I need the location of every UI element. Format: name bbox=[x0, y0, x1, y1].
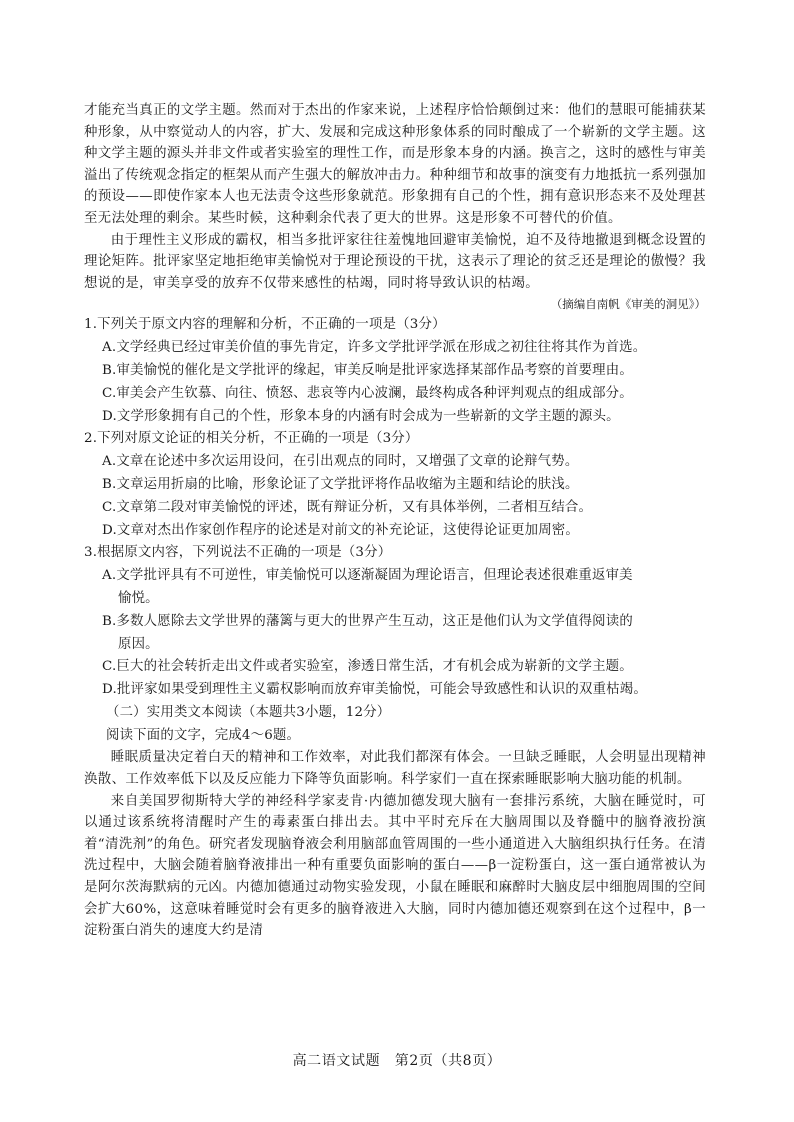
question-3 bbox=[84, 542, 706, 702]
question-1-option-a: A.文学经典已经过审美价值的事先肯定，许多文学批评学派在形成之初往往将其作为首选。 bbox=[102, 340, 647, 356]
question-3-option-a bbox=[84, 565, 706, 611]
question-3-option-b-line2: 原因。 bbox=[118, 636, 159, 652]
question-3-option-a-line1: A.文学批评具有不可逆性，审美愉悦可以逐渐凝固为理论语言，但理论表述很难重返审美 bbox=[102, 568, 633, 584]
question-1-option-c: C.审美会产生钦慕、向往、愤怒、悲哀等内心波澜，最终构成各种评判观点的组成部分。 bbox=[102, 385, 633, 401]
page-footer: 高二语文试题 第2页（共8页） bbox=[292, 1053, 502, 1069]
passage2-paragraph-2: 来自美国罗彻斯特大学的神经科学家麦肯·内德加德发现大脑有一套排污系统，大脑在睡觉时，可以通过该系统将清醒时产生的毒素蛋白排出去。其中平时充斥在大脑周围以及脊髓中的脑脊液扮演着“清洗剂”的角色。研究者发现脑脊液会利用脑部血管周围的一些小通道进入大脑组织执行任务。在清洗过程中，大脑会随着脑脊液排出一种有重要负面影响的蛋白——β一淀粉蛋白，这一蛋白通常被认为是阿尔茨海默病的元凶。内德加德通过动物实验发现，小鼠在睡眠和麻醉时大脑皮层中细胞周围的空间会扩大60%，这意味着睡觉时会有更多的脑脊液进入大脑，同时内德加德还观察到在这个过程中，β一淀粉蛋白消失的速度大约是清 bbox=[84, 793, 706, 939]
question-3-option-b bbox=[84, 611, 706, 657]
question-3-option-a-line2: 愉悦。 bbox=[118, 590, 159, 606]
question-2-stem: 2.下列对原文论证的相关分析，不正确的一项是（3分） bbox=[84, 431, 419, 447]
question-2-option-d: D.文章对杰出作家创作程序的论述是对前文的补充论证，这使得论证更加周密。 bbox=[102, 522, 579, 538]
passage1-paragraph-2: 由于理性主义形成的霸权，相当多批评家往往羞愧地回避审美愉悦，迫不及待地撤退到概念设置的理论矩阵。批评家坚定地拒绝审美愉悦对于理论预设的干扰，这表示了理论的贫乏还是理论的傲慢？我想说的是，审美享受的放弃不仅带来感性的枯竭，同时将导致认识的枯竭。 bbox=[84, 232, 706, 291]
passage1-source: （摘编自南帆《审美的洞见》） bbox=[550, 297, 706, 312]
question-1-stem: 1.下列关于原文内容的理解和分析，不正确的一项是（3分） bbox=[84, 317, 446, 333]
question-2-option-a: A.文章在论述中多次运用设问，在引出观点的同时，又增强了文章的论辩气势。 bbox=[102, 454, 579, 470]
section-2-title: （二）实用类文本阅读（本题共3小题，12分） bbox=[106, 704, 391, 720]
question-2-option-b: B.文章运用折扇的比喻，形象论证了文学批评将作品收缩为主题和结论的肤浅。 bbox=[102, 476, 579, 492]
question-3-stem: 3.根据原文内容，下列说法不正确的一项是（3分） bbox=[84, 545, 392, 561]
question-3-option-d: D.批评家如果受到理性主义霸权影响而放弃审美愉悦，可能会导致感性和认识的双重枯竭。 bbox=[102, 682, 647, 698]
question-2-option-c: C.文章第二段对审美愉悦的评述，既有辩证分析，又有具体举例，二者相互结合。 bbox=[102, 499, 593, 515]
section-2-instruction: 阅读下面的文字，完成4～6题。 bbox=[106, 727, 301, 743]
question-3-option-b-line1: B.多数人愿除去文学世界的藩篱与更大的世界产生互动，这正是他们认为文学值得阅读的 bbox=[102, 613, 633, 629]
passage1-paragraph-continued: 才能充当真正的文学主题。然而对于杰出的作家来说，上述程序恰恰颠倒过来：他们的慧眼可能捕获某种形象，从中察觉动人的内容，扩大、发展和完成这种形象体系的同时酿成了一个崭新的文学主题。这种文学主题的源头并非文件或者实验室的理性工作，而是形象本身的内涵。换言之，这时的感性与审美溢出了传统观念指定的框架从而产生强大的解放冲击力。种种细节和故事的演变有力地抵抗一系列强加的预设——即使作家本人也无法责令这些形象就范。形象拥有自己的个性，拥有意识形态来不及处理甚至无法处理的剩余。某些时候，这种剩余代表了更大的世界。这是形象不可替代的价值。 bbox=[84, 103, 706, 226]
question-2 bbox=[84, 428, 706, 542]
exam-page bbox=[84, 100, 706, 942]
question-3-option-c: C.巨大的社会转折走出文件或者实验室，渗透日常生活，才有机会成为崭新的文学主题。 bbox=[102, 659, 633, 675]
passage2-paragraph-1: 睡眠质量决定着白天的精神和工作效率，对此我们都深有体会。一旦缺乏睡眠，人会明显出现精神涣散、工作效率低下以及反应能力下降等负面影响。科学家们一直在探索睡眠影响大脑功能的机制。 bbox=[84, 750, 706, 788]
question-1 bbox=[84, 314, 706, 428]
question-1-option-d: D.文学形象拥有自己的个性，形象本身的内涵有时会成为一些崭新的文学主题的源头。 bbox=[102, 408, 620, 424]
question-1-option-b: B.审美愉悦的催化是文学批评的缘起，审美反响是批评家选择某部作品考察的首要理由。 bbox=[102, 362, 633, 378]
